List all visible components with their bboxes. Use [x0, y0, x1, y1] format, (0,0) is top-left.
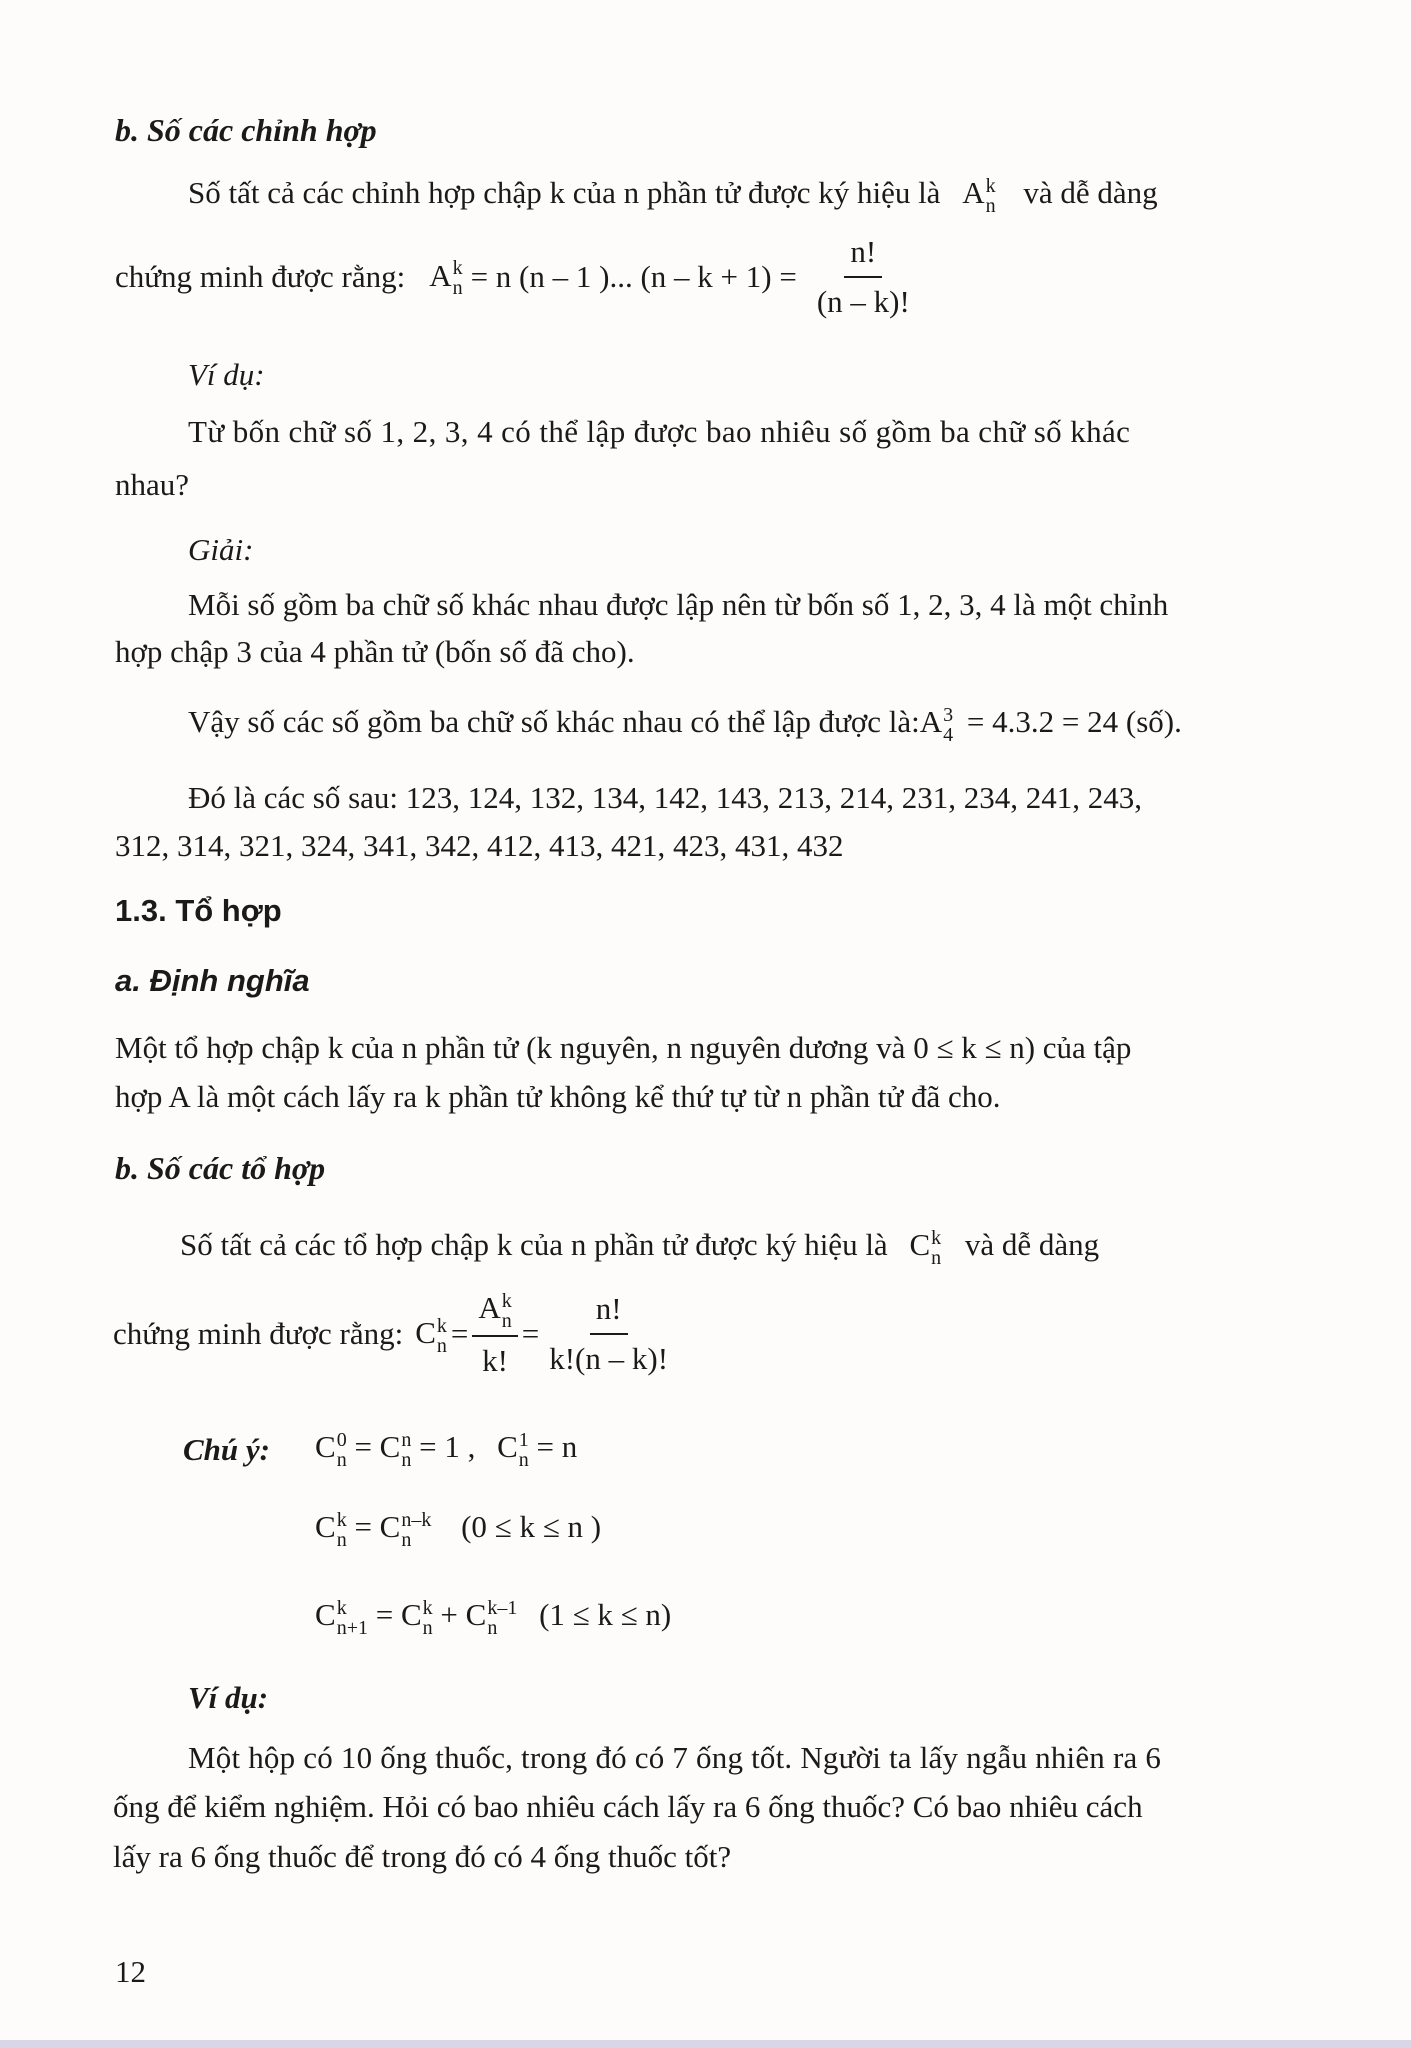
paragraph-line [188, 173, 1158, 216]
formula-permutation [115, 232, 916, 322]
paragraph-line: Mỗi số gồm ba chữ số khác nhau được lập nên từ bốn số 1, 2, 3, 4 là một chỉnh [188, 587, 1169, 622]
section-heading-combinations: 1.3. Tổ hợp [115, 893, 282, 928]
paragraph-line: hợp chập 3 của 4 phần tử (bốn số đã cho). [115, 634, 635, 669]
text: Số tất cả các chỉnh hợp chập k của n phần tử được ký hiệu là [188, 175, 941, 210]
paragraph-line: ống để kiểm nghiệm. Hỏi có bao nhiêu cách lấy ra 6 ống thuốc? Có bao nhiêu cách [113, 1789, 1143, 1824]
note-identity-2: C k n = C n–k n (0 ≤ k ≤ n ) [315, 1508, 602, 1551]
note-identity-3: C k n+1 = C k n + C k–1 n (1 ≤ k ≤ n) [315, 1596, 672, 1639]
A-4-3-symbol: A 3 4 [919, 703, 954, 746]
paragraph-line: Một hộp có 10 ống thuốc, trong đó có 7 ống tốt. Người ta lấy ngẫu nhiên ra 6 [188, 1740, 1162, 1775]
paragraph-line: Từ bốn chữ số 1, 2, 3, 4 có thể lập được bao nhiêu số gồm ba chữ số khác [188, 414, 1131, 449]
example-label: Ví dụ: [188, 357, 265, 392]
paragraph-line: nhau? [115, 467, 190, 502]
fraction-A-over-k-factorial: A k n k! [472, 1288, 517, 1381]
paragraph-line: hợp A là một cách lấy ra k phần tử không kể thứ tự từ n phần tử đã cho. [115, 1079, 1001, 1114]
text: Số tất cả các tổ hợp chập k của n phần tử được ký hiệu là [180, 1227, 888, 1262]
subsection-heading-definition: a. Định nghĩa [115, 963, 310, 998]
A-n-k-symbol: A k n [429, 257, 463, 300]
solution-label: Giải: [188, 532, 254, 567]
text: Vậy số các số gồm ba chữ số khác nhau có thể lập được là: [188, 704, 920, 739]
text: = 4.3.2 = 24 (số). [966, 704, 1182, 739]
text: chứng minh được rằng: [115, 259, 406, 294]
formula-combination [113, 1288, 674, 1381]
C-n-k-symbol: C k n [909, 1226, 942, 1269]
C-n-k-symbol: C k n [415, 1314, 447, 1357]
fraction-n-over-n-minus-k: $\frac{n!}{(n - k)!}$ [816, 234, 910, 319]
section-heading-permutations: b. Số các chỉnh hợp [115, 112, 377, 148]
A-n-k-symbol: A k n [962, 174, 996, 217]
formula-expansion: = n (n – 1 )... (n – k + 1) = [470, 259, 797, 294]
paragraph-line: Đó là các số sau: 123, 124, 132, 134, 142, 143, 213, 214, 231, 234, 241, 243, [188, 780, 1143, 815]
note-label: Chú ý: [183, 1432, 270, 1467]
paragraph-line: 312, 314, 321, 324, 341, 342, 412, 413, 421, 423, 431, 432 [115, 828, 844, 863]
text: chứng minh được rằng: [113, 1316, 404, 1352]
subsection-heading-count: b. Số các tổ hợp [115, 1150, 326, 1186]
paragraph-line: Một tổ hợp chập k của n phần tử (k nguyên, n nguyên dương và 0 ≤ k ≤ n) của tập [115, 1030, 1132, 1065]
example-label: Ví dụ: [188, 1680, 269, 1715]
fraction-n-over-k-n-minus-k: $\frac{n!}{k!(n - k)!}$ [549, 1291, 669, 1377]
paragraph-line [180, 1225, 1099, 1268]
equals-sign: = [521, 1316, 540, 1352]
equals-sign: = [450, 1316, 469, 1352]
note-identity-1: C 0 n = C n n = 1 , C 1 n = n [315, 1428, 578, 1471]
text: và dễ dàng [964, 1227, 1100, 1262]
scan-edge [0, 2040, 1411, 2048]
page-number: 12 [115, 1954, 146, 1989]
paragraph-line [188, 702, 1182, 745]
paragraph-line: lấy ra 6 ống thuốc để trong đó có 4 ống thuốc tốt? [113, 1839, 732, 1874]
text: và dễ dàng [1023, 175, 1158, 210]
